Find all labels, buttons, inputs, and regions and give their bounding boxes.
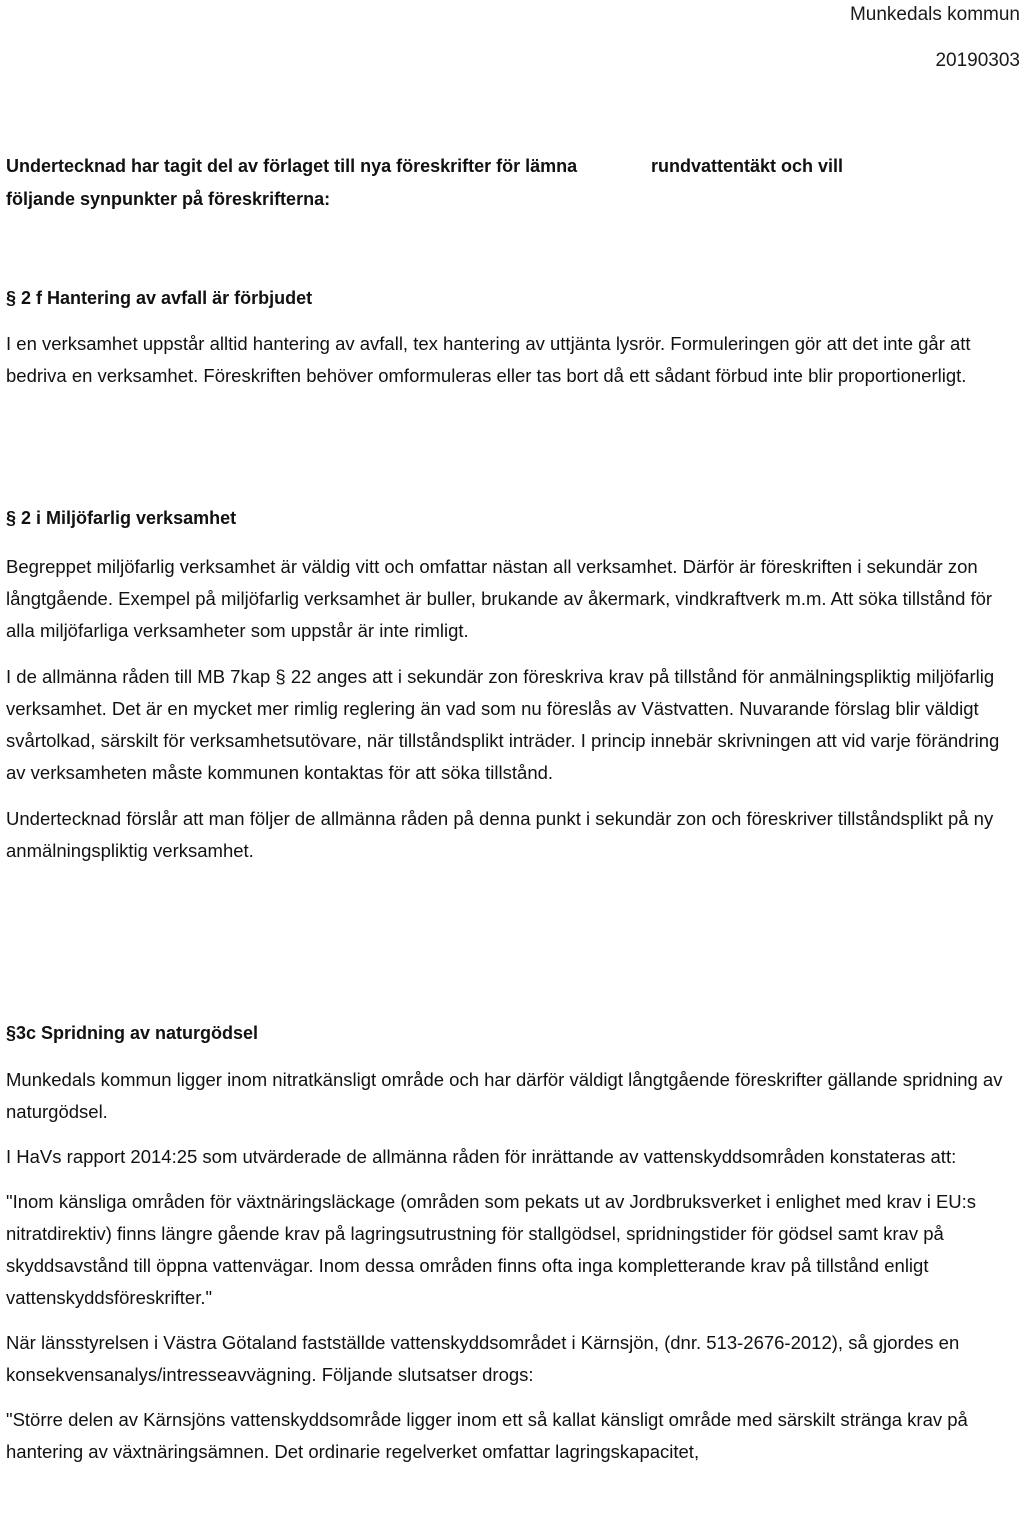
paragraph: Begreppet miljöfarlig verksamhet är väldig vitt och omfattar nästan all verksamhet. Därför är föreskriften i sekundär zon långtgående. Exempel på miljöfarlig verksamhet är buller, brukande av åkermark, vindkraftverk m.m. Att söka tillstånd för alla miljöfarliga verksamheter som uppstår är inte rimligt. xyxy=(6,556,993,641)
document-date: 20190303 xyxy=(935,50,1020,71)
section-heading: §3c Spridning av naturgödsel xyxy=(6,1023,259,1043)
paragraph: Undertecknad förslår att man följer de allmänna råden på denna punkt i sekundär zon och föreskriver tillståndsplikt på ny anmälningspliktig verksamhet. xyxy=(6,808,994,861)
section-environmental-activity xyxy=(6,505,1020,867)
quotation: "Inom känsliga områden för växtnäringsläckage (områden som pekats ut av Jordbruksverket i enlighet med krav i EU:s nitratdirektiv) finns längre gående krav på lagringsutrustning för stallgödsel, spridningstider för gödsel samt krav på skyddsavstånd till öppna vattenvägar. Inom dessa områden finns ofta inga kompletterande krav på tillstånd enligt vattenskyddsföreskrifter." xyxy=(6,1191,977,1308)
paragraph: När länsstyrelsen i Västra Götaland fastställde vattenskyddsområdet i Kärnsjön, (dnr. 513-2676-2012), så gjordes en konsekvensanalys/intresseavvägning. Följande slutsatser drogs: xyxy=(6,1332,960,1385)
organization-name: Munkedals kommun xyxy=(849,4,1020,25)
section-waste-handling xyxy=(6,285,1020,392)
intro-text-right: rundvattentäkt och vill xyxy=(651,156,844,176)
section-heading: § 2 i Miljöfarlig verksamhet xyxy=(6,508,237,528)
quotation: "Större delen av Kärnsjöns vattenskyddsområde ligger inom ett så kallat känsligt område med särskilt stränga krav på hantering av växtnäringsämnen. Det ordinarie regelverket omfattar lagringskapacitet, xyxy=(6,1409,968,1462)
paragraph: Munkedals kommun ligger inom nitratkänsligt område och har därför väldigt långtgående föreskrifter gällande spridning av naturgödsel. xyxy=(6,1069,1003,1122)
paragraph: I de allmänna råden till MB 7kap § 22 anges att i sekundär zon föreskriva krav på tillstånd för anmälningspliktig miljöfarlig verksamhet. Det är en mycket mer rimlig reglering än vad som nu föreslås av Västvatten. Nuvarande förslag blir väldigt svårtolkad, särskilt för verksamhetsutövare, när tillståndsplikt inträder. I princip innebär skrivningen att vid varje förändring av verksamheten måste kommunen kontaktas för att söka tillstånd. xyxy=(6,666,1000,783)
section-manure-spreading xyxy=(6,1020,1020,1468)
intro-statement xyxy=(6,150,1020,220)
intro-text-left: Undertecknad har tagit del av förlaget till nya föreskrifter för lämna följande synpunkter på föreskrifterna: xyxy=(6,156,578,209)
section-heading: § 2 f Hantering av avfall är förbjudet xyxy=(6,288,313,308)
paragraph: I HaVs rapport 2014:25 som utvärderade de allmänna råden för inrättande av vattenskyddsområden konstateras att: xyxy=(6,1146,957,1167)
paragraph: I en verksamhet uppstår alltid hantering av avfall, tex hantering av uttjänta lysrör. Formuleringen gör att det inte går att bedriva en verksamhet. Föreskriften behöver omformuleras eller tas bort då ett sådant förbud inte blir proportionerligt. xyxy=(6,333,971,386)
